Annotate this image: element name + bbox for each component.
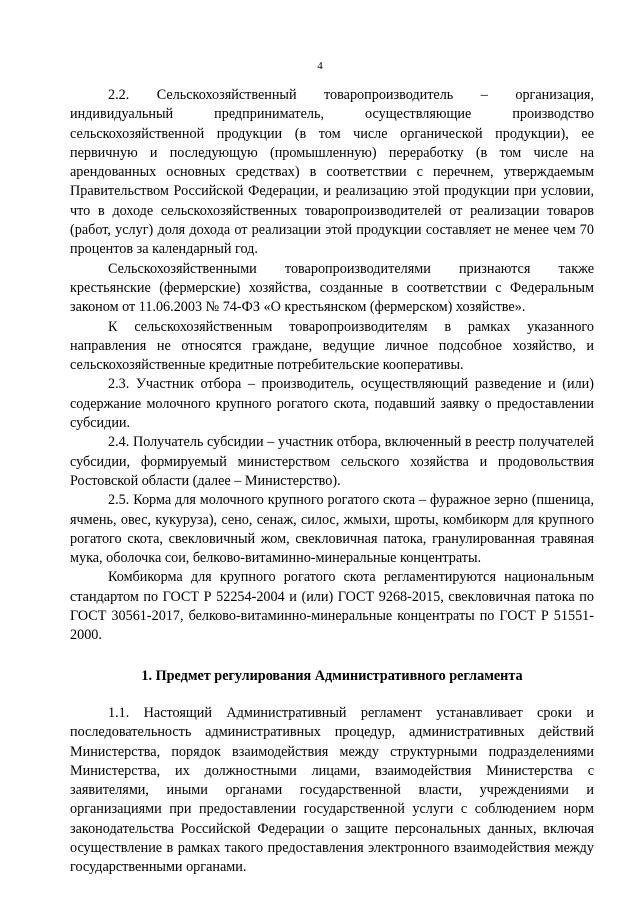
paragraph-2-4: 2.4. Получатель субсидии – участник отбора, включенный в реестр получателей субсидии, формируемый министерством сельского хозяйства и продовольствия Ростовской области (далее – Министерство). — [70, 434, 594, 489]
page-number: 4 — [317, 60, 323, 72]
section-heading: 1. Предмет регулирования Административного регламента — [141, 667, 523, 684]
document-body — [70, 86, 594, 878]
paragraph-2-3: 2.3. Участник отбора – производитель, осуществляющий разведение и (или) содержание молочного крупного рогатого скота, подавший заявку о предоставлении субсидии. — [70, 376, 594, 432]
paragraph-exclusions: К сельскохозяйственным товаропроизводителям в рамках указанного направления не относятся граждане, ведущие личное подсобное хозяйство, и сельскохозяйственные кредитные потребительские кооперативы. — [70, 318, 594, 374]
paragraph-feed-standards: Комбикорма для крупного рогатого скота регламентируются национальным стандартом по ГОСТ Р 52254-2004 и (или) ГОСТ 9268-2015, свекловичная патока по ГОСТ 30561-2017, белково-витаминно-минеральные концентраты по ГОСТ Р 51551-2000. — [70, 569, 594, 644]
paragraph-1-1: 1.1. Настоящий Административный регламент устанавливает сроки и последовательность административных процедур, административных действий Министерства, порядок взаимодействия между структурными подразделениями Министерства, их должностными лицами, взаимодействия Министерства с заявителями, иными органами государственной власти, учреждениями и организациями при предоставлении государственной услуги с соблюдением норм законодательства Российской Федерации о защите персональных данных, включая осуществление в рамках такого предоставления электронного взаимодействия между государственными органами. — [70, 704, 594, 876]
paragraph-2-2: 2.2. Сельскохозяйственный товаропроизводитель – организация, индивидуальный предприниматель, осуществляющие производство сельскохозяйственной продукции (в том числе органической продукции), ее первичную и последующую (промышленную) переработку (в том числе на арендованных основных средствах) в соответствии с перечнем, утверждаемым Правительством Российской Федерации, и реализацию этой продукции при условии, что в доходе сельскохозяйственных товаропроизводителей от реализации товаров (работ, услуг) доля дохода от реализации этой продукции составляет не менее чем 70 процентов за календарный год. — [70, 87, 594, 258]
paragraph-2-5: 2.5. Корма для молочного крупного рогатого скота – фуражное зерно (пшеница, ячмень, овес, кукуруза), сено, сенаж, силос, жмыхи, шроты, комбикорм для крупного рогатого скота, свекловичный жом, свекловичная патока, гранулированная травяная мука, оболочка сои, белково-витаминно-минеральные концентраты. — [70, 492, 594, 567]
paragraph-farms: Сельскохозяйственными товаропроизводителями признаются также крестьянские (фермерские) хозяйства, созданные в соответствии с Федеральным законом от 11.06.2003 № 74-ФЗ «О крестьянском (фермерском) хозяйстве». — [70, 260, 594, 316]
